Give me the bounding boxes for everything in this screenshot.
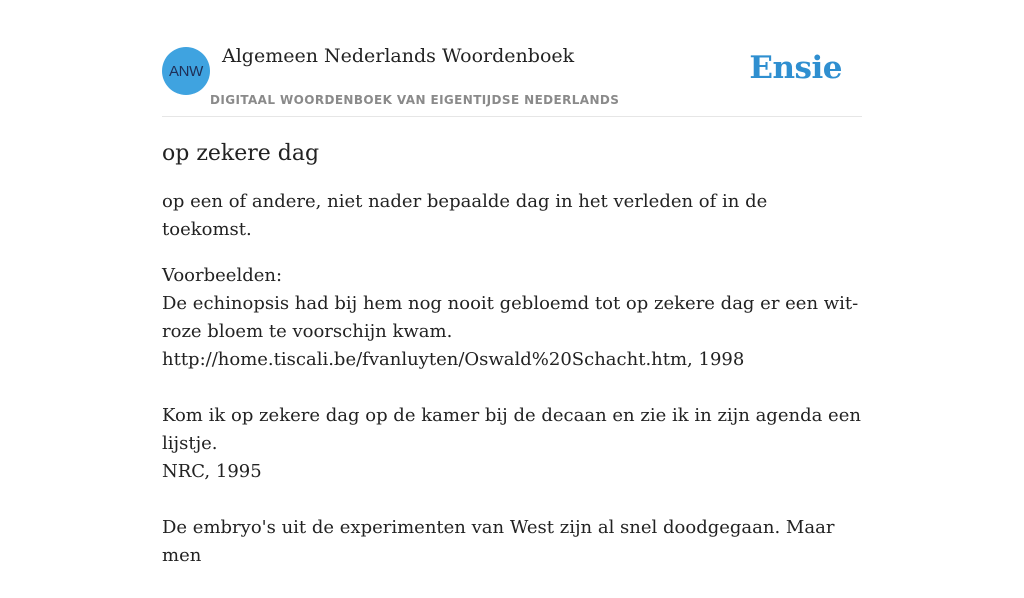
entry-content bbox=[162, 138, 862, 598]
site-header bbox=[162, 0, 862, 117]
dictionary-title[interactable]: Algemeen Nederlands Woordenboek bbox=[222, 45, 575, 67]
example-text: Kom ik op zekere dag op de kamer bij de decaan en zie ik in zijn agenda een lijstje. bbox=[162, 405, 861, 454]
anw-logo[interactable] bbox=[162, 47, 210, 95]
example-source: NRC, 1995 bbox=[162, 461, 262, 482]
example-source: http://home.tiscali.be/fvanluyten/Oswald%20Schacht.htm, 1998 bbox=[162, 349, 745, 370]
ensie-logo[interactable]: Ensie bbox=[749, 50, 842, 86]
example-item bbox=[162, 514, 862, 570]
examples-section bbox=[162, 262, 862, 570]
examples-label: Voorbeelden: bbox=[162, 265, 283, 286]
example-item bbox=[162, 402, 862, 486]
example-item bbox=[162, 290, 862, 374]
example-text: De embryo's uit de experimenten van West zijn al snel doodgegaan. Maar men bbox=[162, 517, 835, 566]
entry-title: op zekere dag bbox=[162, 141, 320, 166]
example-text: De echinopsis had bij hem nog nooit gebloemd tot op zekere dag er een wit-roze bloem te voorschijn kwam. bbox=[162, 293, 859, 342]
logo-text: ANW bbox=[168, 62, 204, 80]
entry-definition: op een of andere, niet nader bepaalde dag in het verleden of in de toekomst. bbox=[162, 191, 768, 240]
dictionary-subtitle: DIGITAAL WOORDENBOEK VAN EIGENTIJDSE NEDERLANDS bbox=[210, 93, 620, 107]
